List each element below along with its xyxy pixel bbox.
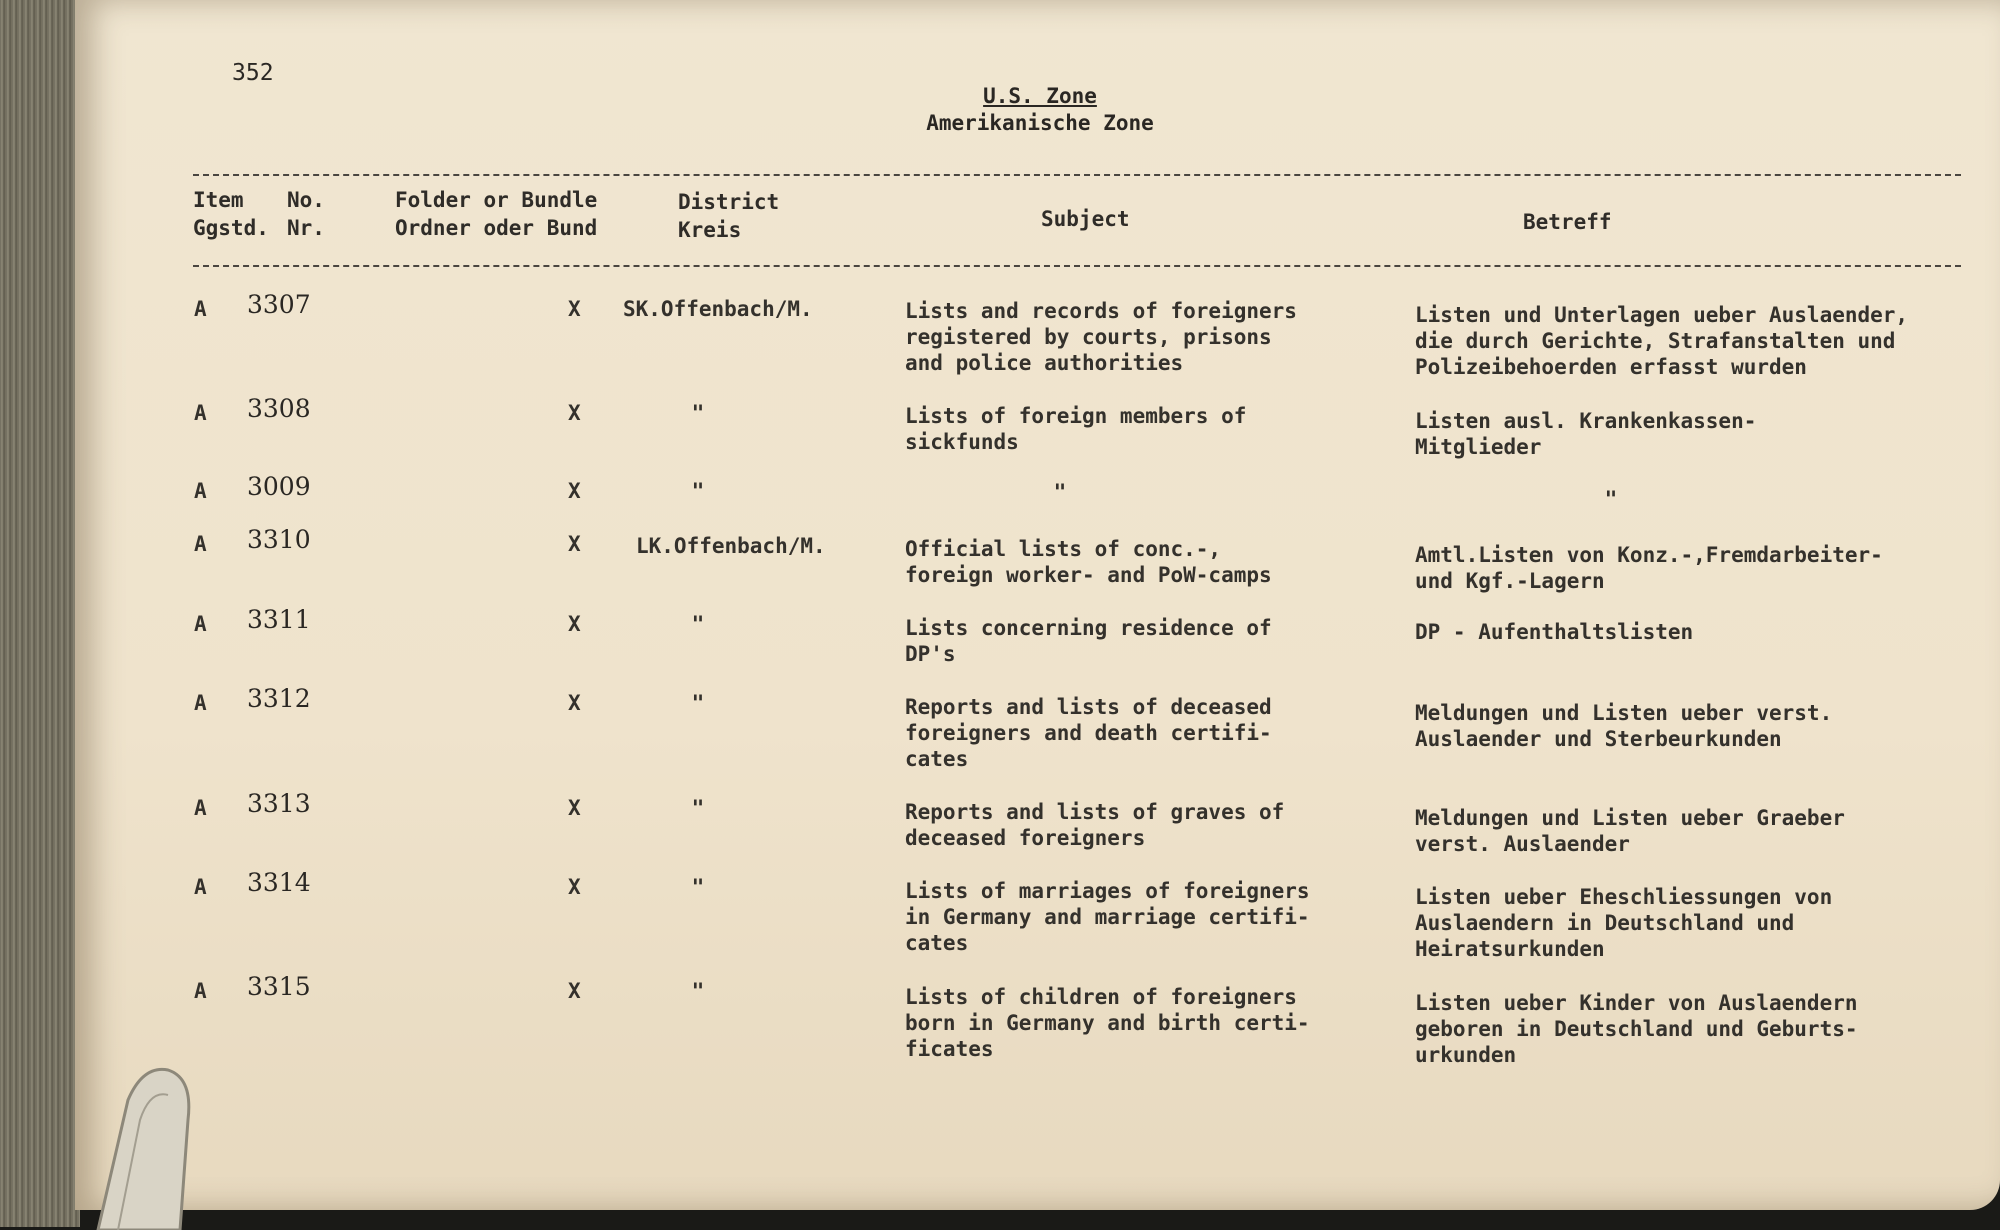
row-betreff: DP - Aufenthaltslisten: [1415, 620, 1694, 644]
row-number: 3313: [247, 789, 311, 818]
row-folder-mark: X: [568, 401, 581, 425]
row-item: A: [194, 691, 207, 715]
header-district: District: [678, 190, 780, 214]
header-no: No.: [287, 188, 325, 212]
header-district-de: Kreis: [678, 218, 742, 242]
row-item: A: [194, 796, 207, 820]
row-district-ditto: ": [691, 612, 705, 636]
title-german: Amerikanische Zone: [926, 111, 1154, 135]
row-item: A: [194, 297, 207, 321]
row-subject: Lists of children of foreigners born in Germany and birth certi- ficates: [905, 985, 1310, 1061]
row-betreff: Listen und Unterlagen ueber Auslaender, die durch Gerichte, Strafanstalten und Polizeibehoerden erfasst wurden: [1415, 303, 1909, 379]
row-item: A: [194, 875, 207, 899]
row-betreff: Listen ueber Kinder von Auslaendern geboren in Deutschland und Geburts- urkunden: [1415, 991, 1858, 1067]
header-top-rule: [193, 174, 1961, 176]
header-no-de: Nr.: [287, 216, 325, 240]
row-item: A: [194, 612, 207, 636]
row-number: 3009: [247, 472, 311, 501]
row-folder-mark: X: [568, 691, 581, 715]
header-item-de: Ggstd.: [193, 216, 269, 240]
header-folder-de: Ordner oder Bund: [395, 216, 598, 240]
book-page-edges: [0, 0, 80, 1227]
row-folder-mark: X: [568, 875, 581, 899]
row-number: 3312: [247, 684, 311, 713]
row-subject: Lists and records of foreigners registered by courts, prisons and police authorities: [905, 299, 1297, 375]
row-district-ditto: ": [691, 796, 705, 820]
row-betreff-ditto: ": [1604, 487, 1618, 511]
row-number: 3308: [247, 394, 311, 423]
row-number: 3311: [247, 605, 311, 634]
row-district-ditto: ": [691, 979, 705, 1003]
row-district-ditto: ": [691, 479, 705, 503]
row-district: SK.Offenbach/M.: [623, 297, 813, 321]
row-number: 3315: [247, 972, 311, 1001]
row-district-ditto: ": [691, 875, 705, 899]
header-bottom-rule: [193, 265, 1961, 267]
row-subject: Reports and lists of deceased foreigners and death certifi- cates: [905, 695, 1272, 771]
row-district-ditto: ": [691, 691, 705, 715]
row-subject: Lists concerning residence of DP's: [905, 616, 1272, 666]
title-english: U.S. Zone: [983, 84, 1097, 108]
row-folder-mark: X: [568, 297, 581, 321]
row-number: 3310: [247, 525, 311, 554]
row-betreff: Meldungen und Listen ueber Graeber verst. Auslaender: [1415, 806, 1845, 856]
row-folder-mark: X: [568, 479, 581, 503]
row-folder-mark: X: [568, 796, 581, 820]
row-item: A: [194, 479, 207, 503]
row-betreff: Meldungen und Listen ueber verst. Auslaender und Sterbeurkunden: [1415, 701, 1833, 751]
row-district-ditto: ": [691, 401, 705, 425]
row-folder-mark: X: [568, 532, 581, 556]
row-subject: Lists of foreign members of sickfunds: [905, 404, 1247, 454]
row-number: 3314: [247, 868, 311, 897]
row-subject: Reports and lists of graves of deceased foreigners: [905, 800, 1285, 850]
bookmark-clip-icon: [88, 1060, 198, 1230]
header-folder: Folder or Bundle: [395, 188, 598, 212]
row-betreff: Amtl.Listen von Konz.-,Fremdarbeiter- und Kgf.-Lagern: [1415, 543, 1883, 593]
header-subject: Subject: [1041, 207, 1130, 231]
header-item: Item: [193, 188, 244, 212]
row-subject: Official lists of conc.-, foreign worker- and PoW-camps: [905, 537, 1272, 587]
row-folder-mark: X: [568, 979, 581, 1003]
row-item: A: [194, 532, 207, 556]
header-betreff: Betreff: [1523, 210, 1612, 234]
row-district: LK.Offenbach/M.: [636, 534, 826, 558]
row-betreff: Listen ueber Eheschliessungen von Auslaendern in Deutschland und Heiratsurkunden: [1415, 885, 1833, 961]
row-folder-mark: X: [568, 612, 581, 636]
row-subject-ditto: ": [1053, 480, 1067, 504]
row-betreff: Listen ausl. Krankenkassen- Mitglieder: [1415, 409, 1757, 459]
row-number: 3307: [247, 290, 311, 319]
row-item: A: [194, 401, 207, 425]
page-number: 352: [232, 60, 274, 86]
row-item: A: [194, 979, 207, 1003]
row-subject: Lists of marriages of foreigners in Germany and marriage certifi- cates: [905, 879, 1310, 955]
